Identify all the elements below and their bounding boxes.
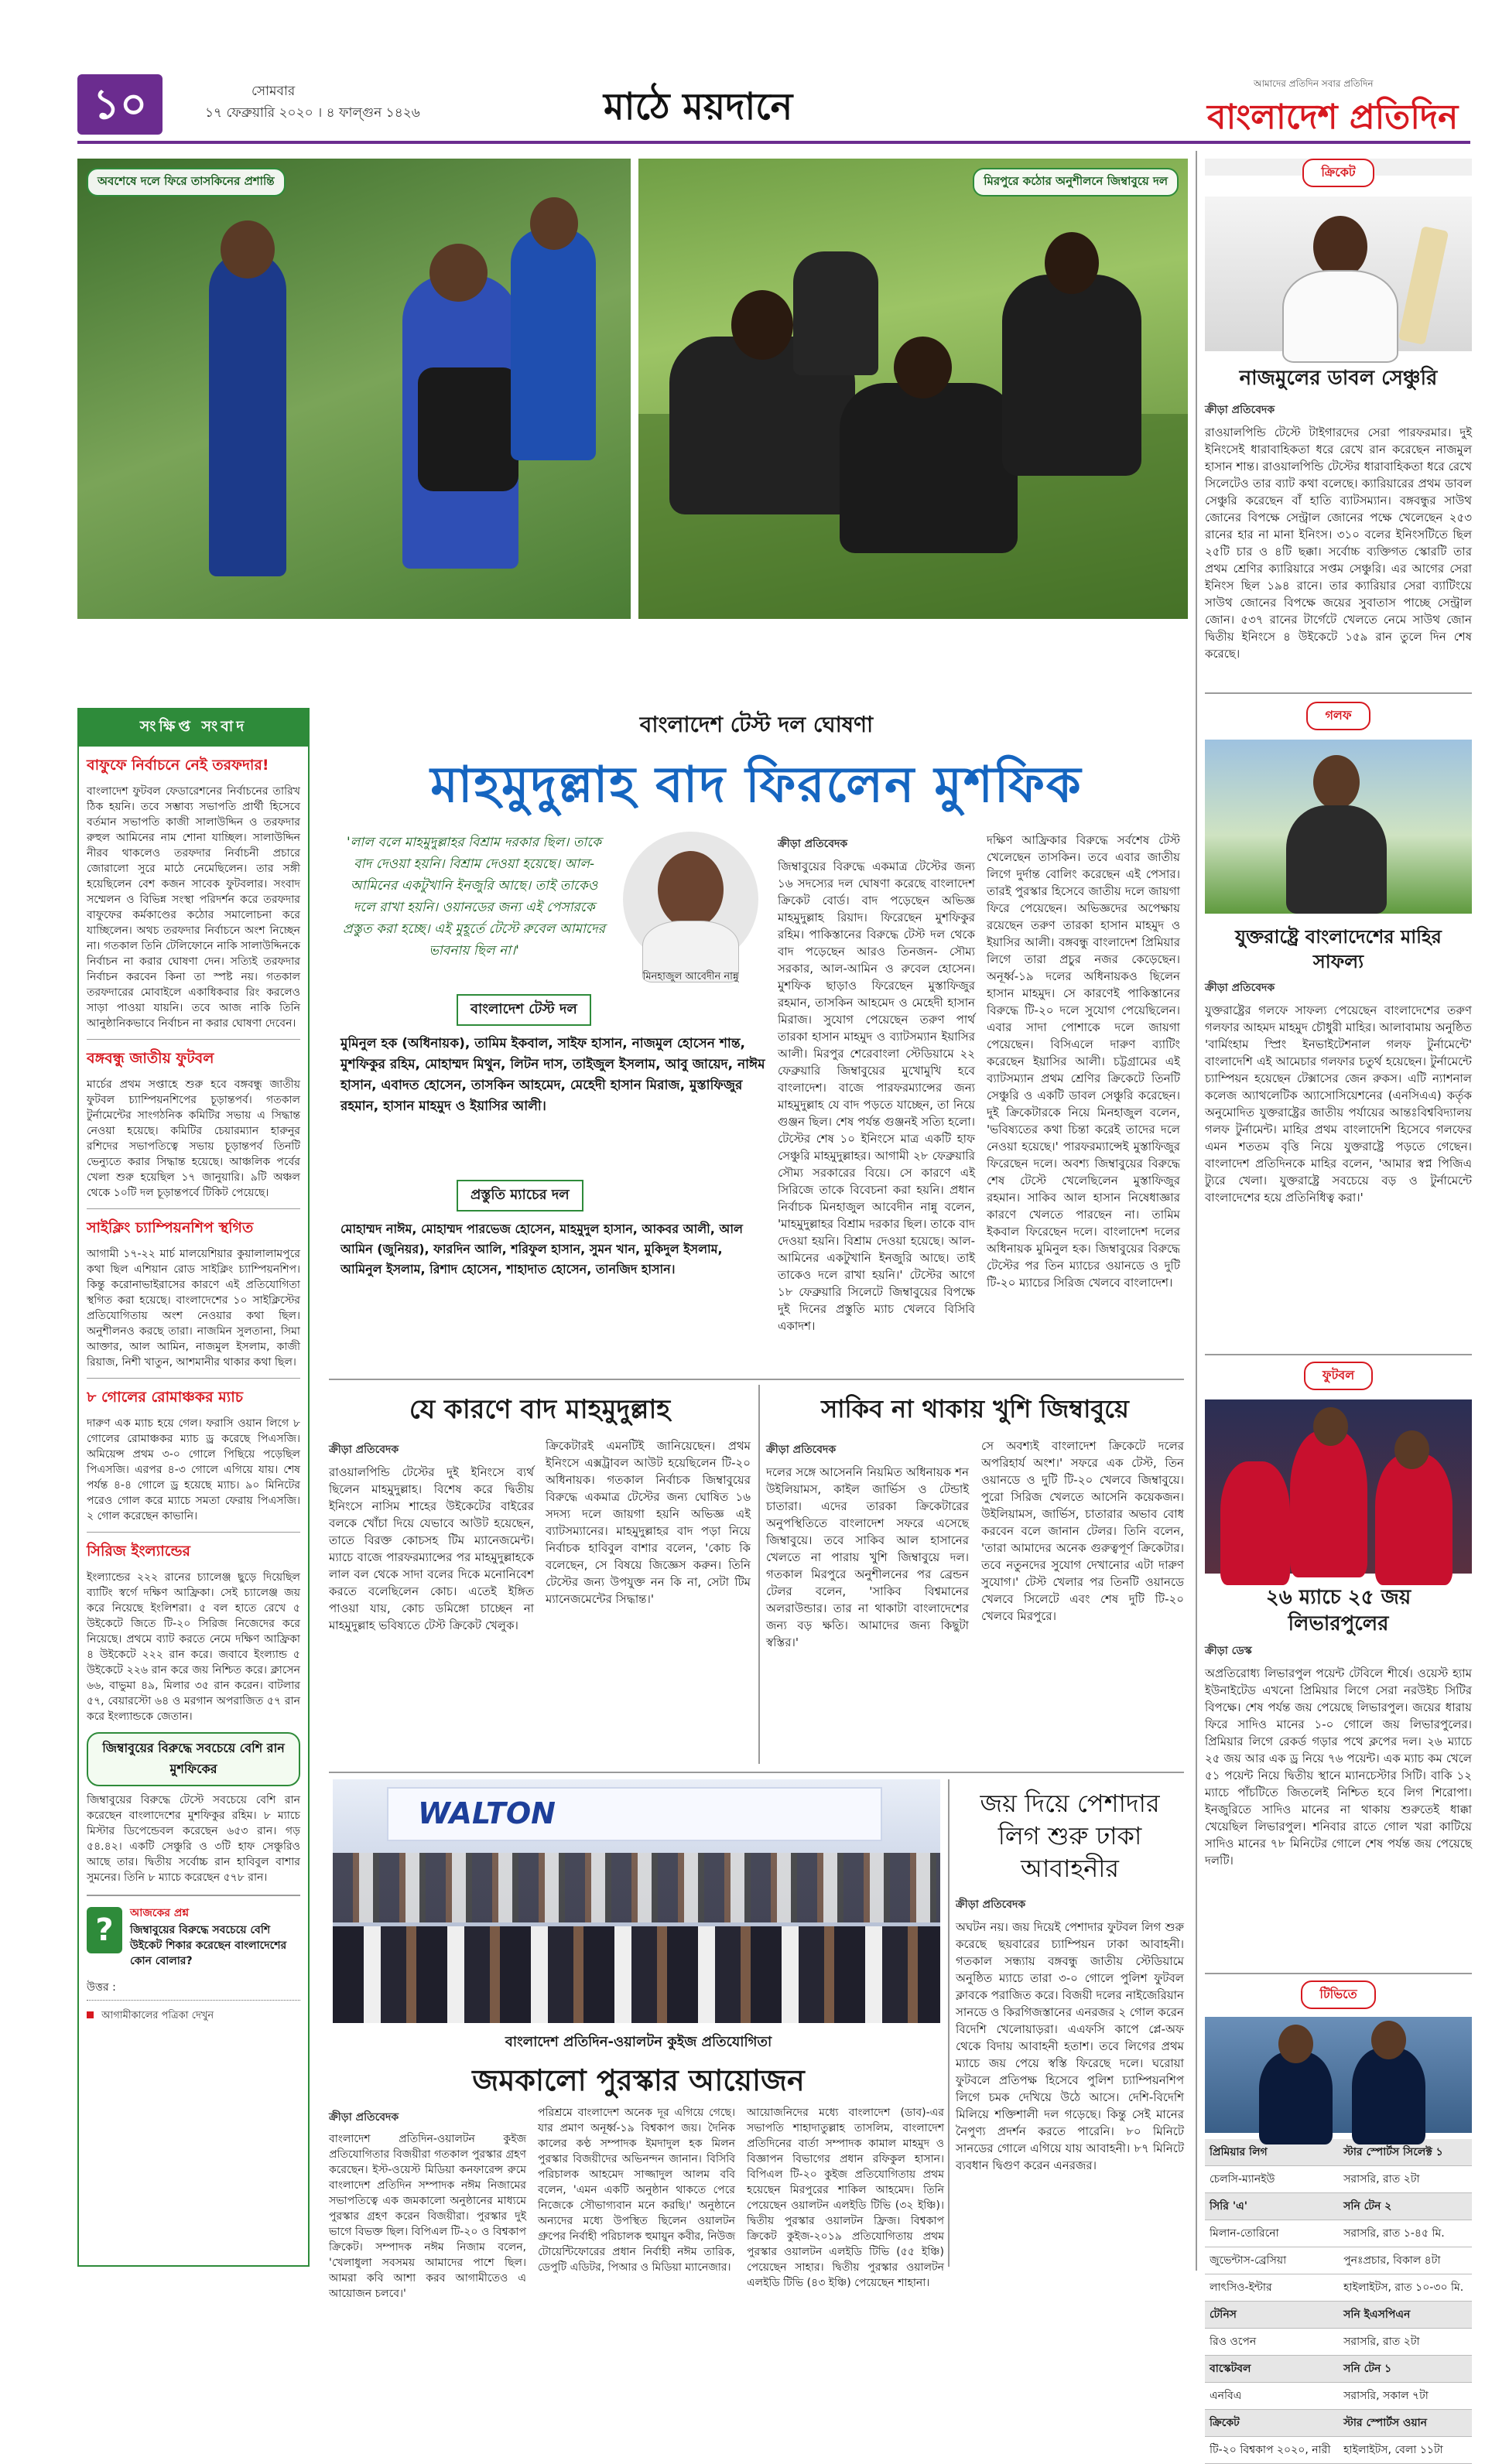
tv-row — [1205, 2356, 1472, 2383]
banner-text: WALTON — [418, 1796, 556, 1830]
award-headline: জমকালো পুরস্কার আয়োজন — [472, 2063, 805, 2097]
award-story — [329, 2031, 948, 2300]
masthead-tagline: আমাদের প্রতিদিন সবার প্রতিদিন — [1254, 78, 1374, 89]
short-news-headline: বঙ্গবন্ধু জাতীয় ফুটবল — [87, 1050, 214, 1067]
short-news-list — [87, 754, 300, 1724]
question-icon: ? — [87, 1907, 122, 1953]
golfer-figure — [1286, 805, 1387, 914]
tv-row — [1205, 2437, 1472, 2464]
sidebar-cricket — [1205, 159, 1472, 662]
sidebar — [1196, 151, 1472, 2456]
masthead-logo: বাংলাদেশ প্রতিদিন — [1207, 97, 1459, 137]
tv-event: টি-২০ বিশ্বকাপ ২০২০, নারী — [1205, 2437, 1339, 2464]
player-figure — [1290, 1430, 1367, 1577]
practice-squad-list: মোহাম্মদ নাঈম, মোহাম্মদ পারভেজ হোসেন, মাহমুদুল হাসান, আকবর আলী, আল আমিন (জুনিয়র), ফারদিন আলি, শরিফুল হাসান, সুমন খান, মুকিদুল ইসলাম, আমিনুল ইসলাম, রিশাদ হোসেন, শাহাদাত হোসেন, তানজিদ হাসান। — [340, 1222, 743, 1276]
abahani-headline: জয় দিয়ে পেশাদার লিগ শুরু ঢাকা আবাহনীর — [980, 1789, 1160, 1883]
tv-row — [1205, 2329, 1472, 2356]
tv-row — [1205, 2220, 1472, 2247]
sidebar-tag-football: ফুটবল — [1304, 1362, 1373, 1390]
short-news-headline: সিরিজ ইংল্যান্ডের — [87, 1543, 190, 1560]
header-rule — [77, 141, 1470, 144]
football-byline: ক্রীড়া ডেস্ক — [1205, 1645, 1252, 1657]
short-news-item — [87, 1386, 300, 1533]
portrait-frame — [623, 832, 758, 967]
tv-channel-time: সরাসরি, রাত ২টা — [1339, 2166, 1472, 2193]
tv-row — [1205, 2274, 1472, 2302]
divider — [87, 1378, 300, 1379]
stat-box-body: জিম্বাবুয়ের বিরুদ্ধে টেস্টে সবচেয়ে বেশি রান করেছেন বাংলাদেশের মুশফিকুর রহিম। ৮ ম্যাচে মিস্টার ডিপেন্ডেবল করেছেন ৬৫৩ রান। গড় ৫৪.৪২। একটি সেঞ্চুরি ও ৩টি হাফ সেঞ্চুরিও আছে তার। দ্বিতীয় সর্বোচ্চ রান হাবিবুল বাশার সুমনের। তিনি ৮ ম্যাচে করেছেন ৫৭৮ রান। — [87, 1794, 300, 1884]
lead-body-text-2: দক্ষিণ আফ্রিকার বিরুদ্ধে সর্বশেষ টেস্ট খেলেছেন তাসকিন। তবে এবার জাতীয় লিগে দুর্দান্ত বোলিং করেছেন এই পেসার। তারই পুরস্কার হিসেবে জাতীয় দলে জায়গা ফিরে পেয়েছেন। অভিজ্ঞদের অপেক্ষায় রয়েছেন তরুণ তারকা হাসান মাহমুদ ও ইয়াসির আলী। বঙ্গবন্ধু বাংলাদেশ প্রিমিয়ার লিগে তারা প্রচুর নজর কেড়েছেন। অনূর্ধ্ব-১৯ দলের অধিনায়কও ছিলেন হাসান মাহমুদ। সে কারণেই পাকিস্তানের বিরুদ্ধে টি-২০ দলে সুযোগ পেয়েছিলেন। এবার সাদা পোশাকে দলে জায়গা পেয়েছেন। বিসিএলে দারুণ ব্যাটিং করেছেন ইয়াসির আলী। চট্টগ্রামের এই ব্যাটসম্যান প্রথম শ্রেণির ক্রিকেটে তিনটি সেঞ্চুরি ও একটি ডাবল সেঞ্চুরি করেছেন। দুই ক্রিকেটারকে নিয়ে মিনহাজুল বলেন, 'ভবিষ্যতের কথা চিন্তা করেই তাদের দলে নেওয়া হয়েছে।' পারফরম্যান্সেই মুস্তাফিজুর ফিরেছেন দলে। অবশ্য জিম্বাবুয়ের বিরুদ্ধে শেষ টেস্টে খেলেছিলেন মুস্তাফিজুর রহমান। সাকিব আল হাসান নিষেধাজ্ঞার কারণে খেলতে পারছেন না। তামিম ইকবাল ফিরেছেন দলে। বাংলাদেশ দলের অধিনায়ক মুমিনুল হক। জিম্বাবুয়ের বিরুদ্ধে টেস্টের পর তিন ম্যাচের ওয়ানডে ও দুটি টি-২০ ম্যাচের সিরিজ খেলবে বাংলাদেশ। — [987, 833, 1180, 1290]
player-figure — [1282, 270, 1398, 363]
short-news-body: দারুণ এক ম্যাচ হয়ে গেল। ফরাসি ওয়ান লিগে ৮ গোলের রোমাঞ্চকর ম্যাচ ড্র করেছে পিএসজি। অমিয়েন্স প্রথম ৩-০ গোলে পিছিয়ে পড়েছিল পিএসজি। এরপর ৪-৩ গোলে এগিয়ে যায়। শেষ পর্যন্ত ৪-৪ গোলে ড্র হয়েছে ম্যাচ। ৯০ মিনিটের পরেও গোল করে ম্যাচে সমতা ফেরায় পিএসজি। ২ গোল করেছেন কাভানি। — [87, 1417, 300, 1522]
award-body-2: পরিশ্রমে বাংলাদেশ অনেক দূর এগিয়ে গেছে। যার প্রমাণ অনূর্ধ্ব-১৯ বিশ্বকাপ জয়। দৈনিক কালের কণ্ঠ সম্পাদক ইমদাদুল হক মিলন পুরস্কার বিজয়ীদের অভিনন্দন জানান। বিসিবি পরিচালক আহমেদ সাজ্জাদুল আলম ববি বলেন, 'এমন একটি অনুষ্ঠান থাকতে পেরে নিজেকে সৌভাগ্যবান মনে করছি।' অনুষ্ঠানে অন্যদের মধ্যে উপস্থিত ছিলেন ওয়ালটন গ্রুপের নির্বাহী পরিচালক হুমায়ুন কবীর, নিউজ টোয়েন্টিফোরের প্রধান নির্বাহী নঈম তারিক, ডেপুটি এডিটর, পিআর ও মিডিয়া ম্যানেজার। — [538, 2107, 735, 2274]
cricket-photo — [1205, 197, 1472, 351]
crowd-back-row — [333, 1853, 940, 1922]
mahmudullah-headline: যে কারণে বাদ মাহমুদুল্লাহ — [409, 1394, 671, 1425]
award-byline: ক্রীড়া প্রতিবেদক — [329, 2111, 399, 2124]
quiz-box — [87, 1895, 300, 2025]
golf-byline: ক্রীড়া প্রতিবেদক — [1205, 982, 1275, 994]
tv-event: টেনিস — [1205, 2302, 1339, 2329]
tv-event: রিও ওপেন — [1205, 2329, 1339, 2356]
photo-taskin — [77, 159, 631, 619]
story-zimbabwe — [766, 1385, 1184, 1772]
zimbabwe-headline: সাকিব না থাকায় খুশি জিম্বাবুয়ে — [821, 1394, 1129, 1423]
short-news-item — [87, 1047, 300, 1209]
photo-caption-right: মিরপুরে কঠোর অনুশীলনে জিম্বাবুয়ে দল — [973, 168, 1179, 197]
player-figure — [1259, 2052, 1333, 2144]
short-news-body: বাংলাদেশ ফুটবল ফেডারেশনের নির্বাচনের তারিখ ঠিক হয়নি। তবে সম্ভাব্য সভাপতি প্রার্থী হিসেবে বর্তমান সভাপতি কাজী সালাউদ্দিন ও তরফদার রুহুল আমিনের নাম শোনা যাচ্ছিল। সালাউদ্দিন নীরব থাকলেও তরফদার নির্বাচনী প্রচারে জোরালো সুরে মাঠে নেমেছিলেন। তার সঙ্গী হয়েছিলেন বেশ কজন সাবেক ফুটবলার। সংবাদ সম্মেলন ও বিভিন্ন সংস্থা পরিদর্শন করে তরফদার বাফুফের কর্মকাণ্ডের কঠোর সমালোচনা করে যাচ্ছিলেন। অথচ তরফদার নির্বাচনে অংশ নিচ্ছেন না। গতকাল তিনি টেলিফোনে নাকি সালাউদ্দিনকে নির্বাচন না করার ঘোষণা দেন। সত্যিই তরফদার নির্বাচন করবেন কিনা তা স্পষ্ট নয়। গতকাল তরফদারের মোবাইলে একাধিকবার রিং করলেও সাড়া পাওয়া যায়নি। তবে আজ নাকি তিনি আনুষ্ঠানিকভাবে নির্বাচন না করার ঘোষণা দেবেন। — [87, 785, 300, 1030]
quiz-footnote-text: আগামীকালের পত্রিকা দেখুন — [101, 2010, 214, 2021]
tv-channel-time: হাইলাইটস, রাত ১০-৩০ মি. — [1339, 2274, 1472, 2302]
tv-event: এনবিএ — [1205, 2383, 1339, 2410]
short-news-headline: ৮ গোলের রোমাঞ্চকর ম্যাচ — [87, 1389, 243, 1406]
sidebar-golf — [1205, 702, 1472, 1206]
lead-body-text-1: জিম্বাবুয়ের বিরুদ্ধে একমাত্র টেস্টের জন্য ১৬ সদস্যের দল ঘোষণা করেছে বাংলাদেশ ক্রিকেট বোর্ড। বাদ পড়েছেন অভিজ্ঞ মাহমুদুল্লাহ রিয়াদ। ফিরেছেন মুশফিকুর রহিম। পাকিস্তানের বিরুদ্ধে টেস্ট দল থেকে বাদ পড়েছেন আরও তিনজন- সৌম্য সরকার, আল-আমিন ও রুবেল হোসেন। মুশফিক ছাড়াও ফিরেছেন মুস্তাফিজুর রহমান, তাসকিন আহমেদ ও মেহেদী হাসান মিরাজ। সুযোগ পেয়েছেন তরুণ পার্থ তারকা হাসান মাহমুদ ও ব্যাটসম্যান ইয়াসির আলী। মিরপুর শেরেবাংলা স্টেডিয়ামে ২২ ফেব্রুয়ারি জিম্বাবুয়ের মুখোমুখি হবে বাংলাদেশ। বাজে পারফরম্যান্সের জন্য মাহমুদুল্লাহ যে বাদ পড়তে যাচ্ছেন, তা নিয়ে গুঞ্জন ছিল। শেষ পর্যন্ত গুঞ্জনই সত্যি হলো। টেস্টের শেষ ১০ ইনিংসে মাত্র একটি হাফ সেঞ্চুরি মাহমুদুল্লাহর। আগামী ২৮ ফেব্রুয়ারি সৌম্য সরকারের বিয়ে। সে কারণে এই সিরিজে তাকে বিবেচনা করা হয়নি। প্রধান নির্বাচক মিনহাজুল আবেদীন নান্নু বলেন, 'মাহমুদুল্লাহর বিশ্রাম দরকার ছিল। তাকে বাদ দেওয়া হয়নি। বিশ্রাম দেওয়া হয়েছে। আল-আমিনের একটুখানি ইনজুরি আছে। তাই তাকেও দলে রাখা হয়নি।' টেস্টের আগে ১৮ ফেব্রুয়ারি সিলেটে জিম্বাবুয়ের বিপক্ষে দুই দিনের প্রস্তুতি ম্যাচ খেলবে বিসিবি একাদশ। — [778, 859, 975, 1333]
tv-event: বাস্কেটবল — [1205, 2356, 1339, 2383]
practice-squad-title: প্রস্তুতি ম্যাচের দল — [457, 1180, 583, 1211]
sidebar-tag-golf: গলফ — [1306, 702, 1370, 730]
sidebar-tag-cricket: ক্রিকেট — [1302, 159, 1374, 187]
tv-row — [1205, 2166, 1472, 2193]
photo-caption-left: অবশেষে দলে ফিরে তাসকিনের প্রশান্তি — [87, 168, 286, 197]
lead-kicker: বাংলাদেশ টেস্ট দল ঘোষণা — [639, 712, 874, 737]
golf-headline: যুক্তরাষ্ট্রে বাংলাদেশের মাহির সাফল্য — [1235, 926, 1442, 972]
player-figure — [1352, 2048, 1425, 2144]
test-squad-list: মুমিনুল হক (অধিনায়ক), তামিম ইকবাল, সাইফ হাসান, নাজমুল হোসেন শান্ত, মুশফিকুর রহিম, মোহাম্মদ মিথুন, লিটন দাস, তাইজুল ইসলাম, আবু জায়েদ, নাঈম হাসান, এবাদত হোসেন, তাসকিন আহমেদ, মেহেদী হাসান মিরাজ, মুস্তাফিজুর রহমান, হাসান মাহমুদ ও ইয়াসির আলী। — [340, 1036, 765, 1114]
cricket-headline: নাজমুলের ডাবল সেঞ্চুরি — [1239, 367, 1438, 390]
divider — [87, 1532, 300, 1533]
divider — [87, 1208, 300, 1209]
short-news-title: সংক্ষিপ্ত সংবাদ — [79, 709, 308, 747]
tv-schedule-table — [1205, 2139, 1472, 2464]
tv-channel-time: হাইলাইটস, বেলা ১১টা — [1339, 2437, 1472, 2464]
golf-photo — [1205, 740, 1472, 914]
award-body-1: বাংলাদেশ প্রতিদিন-ওয়ালটন কুইজ প্রতিযোগিতার বিজয়ীরা গতকাল পুরস্কার গ্রহণ করেছেন। ইস্ট-ওয়েস্ট মিডিয়া কনফারেন্স রুমে বাংলাদেশ প্রতিদিন সম্পাদক নঈম নিজামের সভাপতিত্বে এক জমকালো অনুষ্ঠানের মাধ্যমে পুরস্কার গ্রহণ করেন বিজয়ীরা। পুরস্কার দুই ভাগে বিভক্ত ছিল। বিপিএল টি-২০ ও বিশ্বকাপ ক্রিকেট। সম্পাদক নঈম নিজাম বলেন, 'খেলাধুলা সবসময় আমাদের পাশে ছিল। আমরা কবি আশা করব আগামীতেও এ আয়োজন চলবে।' — [329, 2133, 526, 2300]
mahmudullah-body-2: ক্রিকেটারই এমনটিই জানিয়েছেন। প্রথম ইনিংসে এক্সট্রাবল আউট হয়েছিলেন টি-২০ অধিনায়ক। গতকাল নির্বাচক জিম্বাবুয়ের বিরুদ্ধে একমাত্র টেস্টের জন্য ঘোষিত ১৬ সদস্য দলে জায়গা হয়নি অভিজ্ঞ এই ব্যাটসম্যানের। মাহমুদুল্লাহর বাদ পড়া নিয়ে নির্বাচক হাবিবুল বাশার বলেন, 'কোচ কি বলেছেন, সে বিষয়ে জিজ্ঞেস করুন। তিনি টেস্টের জন্য উপযুক্ত নন কি না, সেটা টিম ম্যানেজমেন্টের সিদ্ধান্ত।' — [546, 1439, 751, 1606]
tv-channel-time: স্টার স্পোর্টস সিলেক্ট ১ — [1339, 2139, 1472, 2166]
lead-body-col1 — [778, 832, 975, 1369]
player-figure — [1220, 1461, 1290, 1585]
issue-date: ১৭ ফেব্রুয়ারি ২০২০ । ৪ ফাল্গুন ১৪২৬ — [205, 105, 420, 121]
golf-body: যুক্তরাষ্ট্রের গলফে সাফল্য পেয়েছেন বাংলাদেশের তরুণ গলফার আহমদ মাহমুদ চৌধুরী মাহির। আলাবামায় অনুষ্ঠিত 'বার্মিংহাম স্প্রিং ইনভাইটেশনাল গলফ টুর্নামেন্টে' বাংলাদেশি এই আমেচার গলফার চতুর্থ হয়েছেন। টুর্নামেন্টে চ্যাম্পিয়ন হয়েছেন টেক্সাসের জেন রুকস। এটি ন্যাশনাল কলেজ অ্যাথলেটিক অ্যাসোসিয়েশনের (এনসিএএ) কর্তৃক অনুমোদিত যুক্তরাষ্ট্রের জাতীয় পর্যায়ের আন্তঃবিশ্ববিদ্যালয় গলফ টুর্নামেন্ট। মাহির প্রথম বাংলাদেশি হিসেবে গলফের এমন শততম বৃত্তি নিয়ে যুক্তরাষ্ট্রে পড়তে গেছেন। বাংলাদেশ প্রতিদিনকে মাহির বলেন, 'আমার স্বপ্ন পিজিএ ট্যুরে খেলা। যুক্তরাষ্ট্রে সবচেয়ে বড় ও টুর্নামেন্টে বাংলাদেশের হয়ে প্রতিনিধিত্ব করা।' — [1205, 1003, 1472, 1205]
mahmudullah-body-1: রাওয়ালপিন্ডি টেস্টের দুই ইনিংসে ব্যর্থ ছিলেন মাহমুদুল্লাহ। বিশেষ করে দ্বিতীয় ইনিংসে নাসিম শাহের উইকেটের বাইরের বলকে খোঁচা দিয়ে যেভাবে আউট হয়েছেন, তাতে বিরক্ত কোচসহ টিম ম্যানেজমেন্ট। ম্যাচে বাজে পারফরম্যান্সের পর মাহমুদুল্লাহকে লাল বল থেকে সাদা বলের দিকে মনোনিবেশ করতে বলেছিলেন কোচ। এতেই ইঙ্গিত পাওয়া যায়, কোচ ডমিঙ্গো চাচ্ছেন না মাহমুদুল্লাহ ভবিষ্যতে টেস্ট ক্রিকেট খেলুক। — [329, 1465, 534, 1632]
lead-quote: 'লাল বলে মাহমুদুল্লাহর বিশ্রাম দরকার ছিল। তাকে বাদ দেওয়া হয়নি। বিশ্রাম দেওয়া হয়েছে। আল-আমিনের একটুখানি ইনজুরি আছে। তাই তাকেও দলে রাখা হয়নি। ওয়ানডের জন্য এই পেসারকে প্রস্তুত করা হচ্ছে। এই মুহূর্তে টেস্টে রুবেল আমাদের ভাবনায় ছিল না।' — [342, 835, 606, 959]
tv-channel-time: সনি টেন ১ — [1339, 2356, 1472, 2383]
stat-box-title: জিম্বাবুয়ের বিরুদ্ধে সবচেয়ে বেশি রান মুশফিকের — [87, 1732, 300, 1786]
football-body: অপ্রতিরোধ্য লিভারপুল পয়েন্ট টেবিলে শীর্ষে। ওয়েস্ট হ্যাম ইউনাইটেড এখনো প্রিমিয়ার লিগে সেরা নরউইচ সিটির বিপক্ষে। শেষ পর্যন্ত জয় পেয়েছে লিভারপুল। জয়ের ধারায় ফিরে সাদিও মানের ১-০ গোলে জয় লিভারপুলের। প্রিমিয়ার লিগে রেকর্ড গড়ার পথে ক্লপের দল। ২৬ ম্যাচে ২৫ জয় আর এক ড্র নিয়ে ৭৬ পয়েন্ট। এক ম্যাচ কম খেলে ৫১ পয়েন্ট নিয়ে দ্বিতীয় স্থানে ম্যানচেস্টার সিটি। বাকি ১২ ম্যাচে পাঁচটিতে জিতলেই নিশ্চিত হবে লিগ শিরোপা। ইনজুরিতে সাদিও মানের না থাকায় শুরুতেই ধাক্কা খেয়েছিল লিভারপুল। শনিবার রাতে গোল খরা কাটিয়ে সাদিও মানের ৭৮ মিনিটের গোলে শেষ পর্যন্ত জয় পেয়েছে দলটি। — [1205, 1666, 1472, 1868]
divider — [87, 1039, 300, 1040]
football-headline: ২৬ ম্যাচে ২৫ জয় লিভারপুলের — [1265, 1586, 1411, 1635]
short-news-headline: বাফুফে নির্বাচনে নেই তরফদার! — [87, 757, 269, 774]
player-figure — [840, 383, 1018, 553]
sidebar-tv — [1205, 1980, 1472, 2464]
tv-channel-time: পুনঃপ্রচার, বিকাল ৪টা — [1339, 2247, 1472, 2274]
short-news-body: আগামী ১৭-২২ মার্চ মালয়েশিয়ার কুয়ালালামপুরে কথা ছিল এশিয়ান রোড সাইক্লিং চ্যাম্পিয়নশিপ। কিন্তু করোনাভাইরাসের কারণে এই প্রতিযোগিতা স্থগিত করা হয়েছে। বাংলাদেশের ১০ সাইক্লিস্টের প্রতিযোগিতায় অংশ নেওয়ার কথা ছিল। অনুশীলনও করছে তারা। নাজমিন সুলতানা, সিমা আক্তার, আল আমিন, নাজমুল ইসলাম, কাজী রিয়াজ, নিশী খাতুন, আশমানীর থাকার কথা ছিল। — [87, 1248, 300, 1369]
cricket-body: রাওয়ালপিন্ডি টেস্টে টাইগারদের সেরা পারফরমার। দুই ইনিংসেই ধারাবাহিকতা ধরে রেখে রান করেছেন নাজমুল হাসান শান্ত। রাওয়ালপিন্ডি টেস্টের ধারাবাহিকতা ধরে রেখে সিলেটেও তার ব্যাট কথা বলেছে। ক্যারিয়ারের প্রথম ডাবল সেঞ্চুরি করেছেন বাঁ হাতি ব্যাটসম্যান। বঙ্গবন্ধুর সাউথ জোনের বিপক্ষে সেন্ট্রাল জোনের পক্ষে খেলেছেন ২৫৩ রানের হার না মানা ইনিংস। ৩১০ বলের ইনিংসটিতে ছিল ২৫টি চার ও ৪টি ছক্কা। সর্বোচ্চ ব্যক্তিগত স্কোরটি তার প্রথম শ্রেণির ক্যারিয়ারে সপ্তম সেঞ্চুরি। এর আগের সেরা ইনিংস ছিল ১৯৪ রানে। তার ক্যারিয়ার সেরা ব্যাটিংয়ে সাউথ জোনের বিপক্ষে জয়ের সুবাতাস পাচ্ছে সেন্ট্রাল জোন। ৫৩৭ রানের টার্গেটে খেলতে নেমে সাউথ জোন দ্বিতীয় ইনিংসে ৪ উইকেটে ১৫৯ রান তুলে দিন শেষ করেছে। — [1205, 425, 1472, 661]
test-squad-box — [340, 994, 766, 1117]
cricket-byline: ক্রীড়া প্রতিবেদক — [1205, 404, 1275, 416]
tv-event: ক্রিকেট — [1205, 2410, 1339, 2437]
player-figure — [209, 251, 286, 576]
quiz-footnote — [87, 2008, 300, 2025]
tv-event: সিরি 'এ' — [1205, 2193, 1339, 2220]
quiz-answer-label: উত্তর : — [87, 1981, 116, 1994]
zimbabwe-body-2: সে অবশ্যই বাংলাদেশ ক্রিকেটে দলের অপরিহার্য অংশ।' সফরে এক টেস্ট, তিন ওয়ানডে ও দুটি টি-২০ খেলবে জিম্বাবুয়ে। পুরো সিরিজ খেলতে আসেনি কয়েকজন। উইলিয়ামস, জার্ভিস, চাতারার অভাব বোধ করবেন বলে জানান টেলর। তিনি বলেন, 'তারা আমাদের অনেক গুরুত্বপূর্ণ ক্রিকেটার। তবে নতুনদের সুযোগ দেখানোর এটা দারুণ সুযোগ।' টেস্ট খেলার পর তিনটি ওয়ানডে খেলবে সিলেটে এবং শেষ দুটি টি-২০ খেলবে মিরপুরে। — [981, 1439, 1184, 1623]
zimbabwe-byline: ক্রীড়া প্রতিবেদক — [766, 1444, 837, 1456]
tv-row — [1205, 2383, 1472, 2410]
tv-event: মিলান-তোরিনো — [1205, 2220, 1339, 2247]
short-news-item — [87, 754, 300, 1040]
sidebar-football — [1205, 1362, 1472, 1869]
tv-channel-time: সনি ইএসপিএন — [1339, 2302, 1472, 2329]
quiz-question-title: আজকের প্রশ্ন — [130, 1907, 190, 1919]
quiz-answer-line — [87, 1978, 300, 2001]
tv-channel-time: সরাসরি, রাত ১-৪৫ মি. — [1339, 2220, 1472, 2247]
tv-row — [1205, 2410, 1472, 2437]
tv-event: চেলসি-ম্যানইউ — [1205, 2166, 1339, 2193]
lead-byline: ক্রীড়া প্রতিবেদক — [778, 838, 848, 850]
tv-channel-time: সরাসরি, রাত ২টা — [1339, 2329, 1472, 2356]
tv-row — [1205, 2193, 1472, 2220]
short-news-body: মার্চের প্রথম সপ্তাহে শুরু হবে বঙ্গবন্ধু জাতীয় ফুটবল চ্যাম্পিয়নশিপের চূড়ান্তপর্ব। গতকাল টুর্নামেন্টের সাংগঠনিক কমিটির সভায় এ সিদ্ধান্ত নেওয়া হয়েছে। কমিটির চেয়ারম্যান হারুনুর রশিদের সভাপতিত্বে সভায় চূড়ান্তপর্ব তিনটি ভেন্যুতে করার সিদ্ধান্ত হয়েছে। আঞ্চলিক পর্বের খেলা শুরু হয়েছিল ১৭ জানুয়ারি। ৯টি অঞ্চল থেকে ১০টি দল চূড়ান্তপর্বে টিকিট পেয়েছে। — [87, 1078, 300, 1199]
section-title: মাঠে ময়দানে — [604, 85, 793, 128]
short-news-item — [87, 1540, 300, 1724]
short-news-body: ইংল্যান্ডের ২২২ রানের চ্যালেঞ্জ ছুড়ে দিয়েছিল ব্যাটিং স্বর্গে দক্ষিণ আফ্রিকা। সেই চ্যালেঞ্জ জয় করে নিয়েছে ইংলিশরা। ৫ বল হাতে রেখে ৫ উইকেটে জিতে টি-২০ সিরিজ নিজেদের করে নিয়েছে। প্রথমে ব্যাট করতে নেমে দক্ষিণ আফ্রিকা ৪ উইকেটে ২২২ রান করে। জবাবে ইংল্যান্ড ৫ উইকেটে ২২৬ রান করে জয় নিশ্চিত করে। ক্লাসেন ৬৬, বাভুমা ৪৯, মিলার ৩৫ রান করেন। বাটলার ৫৭, বেয়ারস্টো ৬৪ ও মরগান অপরাজিত ৫৭ রান করে ইংল্যান্ডকে জেতান। — [87, 1571, 300, 1723]
player-figure — [793, 251, 878, 375]
abahani-byline: ক্রীড়া প্রতিবেদক — [956, 1898, 1026, 1911]
lead-story — [329, 700, 1184, 1373]
zimbabwe-body-1: দলের সঙ্গে আসেননি নিয়মিত অধিনায়ক শন উইলিয়ামস, কাইল জার্ভিস ও টেন্ডাই চাতারা। এদের তারকা ক্রিকেটারের অনুপস্থিতিতে বাংলাদেশ সফরে এসেছে জিম্বাবুয়ে। তবে সাকিব আল হাসানের খেলতে না পারায় খুশি জিম্বাবুয়ে দল। গতকাল মিরপুরে অনুশীলনের পর ব্রেন্ডন টেলর বলেন, 'সাকিব বিশ্বমানের অলরাউন্ডার। তার না থাকাটা বাংলাদেশের জন্য বড় ক্ষতি। আমাদের জন্য কিছুটা স্বস্তির।' — [766, 1465, 969, 1649]
player-figure — [1002, 275, 1141, 476]
bat — [1398, 226, 1449, 345]
page-number: ১০ — [92, 80, 148, 128]
crowd-front-row — [333, 1926, 940, 2023]
lead-body-col2 — [987, 832, 1180, 1369]
tv-event: জুভেন্টাস-ব্রেসিয়া — [1205, 2247, 1339, 2274]
practice-squad-box — [340, 1180, 766, 1280]
issue-day: সোমবার — [252, 84, 296, 99]
story-dhaka-abahani — [956, 1779, 1184, 2267]
player-figure — [1375, 1454, 1453, 1585]
tv-photo — [1205, 2017, 1472, 2133]
backpack — [418, 367, 518, 491]
award-photo — [333, 1779, 940, 2023]
tv-row — [1205, 2302, 1472, 2329]
tv-event: প্রিমিয়ার লিগ — [1205, 2139, 1339, 2166]
player-figure — [511, 228, 596, 460]
test-squad-title: বাংলাদেশ টেস্ট দল — [457, 994, 591, 1026]
tv-row — [1205, 2139, 1472, 2166]
football-photo — [1205, 1399, 1472, 1574]
photo-zimbabwe-practice — [638, 159, 1188, 619]
tv-channel-time: স্টার স্পোর্টস ওয়ান — [1339, 2410, 1472, 2437]
tv-event: লাৎসিও-ইন্টার — [1205, 2274, 1339, 2302]
lead-headline: মাহমুদুল্লাহ বাদ ফিরলেন মুশফিক — [430, 757, 1083, 814]
award-body-3: আয়োজনিদের মধ্যে বাংলাদেশ (ডাব)-এর সভাপতি শাহাদাতুল্লাহ তাসলিম, বাংলাদেশ প্রতিদিনের বার্তা সম্পাদক কামাল মাহমুদ ও বিজ্ঞাপন বিভাগের প্রধান রফিকুল হাসান। বিপিএল টি-২০ কুইজ প্রতিযোগিতায় প্রথম হয়েছেন মিরপুরের শাকিল আহমেদ। তিনি পেয়েছেন ওয়ালটন এলইডি টিভি (৩২ ইঞ্চি)। দ্বিতীয় পুরস্কার ওয়ালটন ফ্রিজ। বিশ্বকাপ ক্রিকেট কুইজ-২০১৯ প্রতিযোগিতায় প্রথম পুরস্কার ওয়ালটন এলইডি টিভি (৫৫ ইঞ্চি) পেয়েছেন সাহার। দ্বিতীয় পুরস্কার ওয়ালটন এলইডি টিভি (৪৩ ইঞ্চি) পেয়েছেন শাহানা। — [747, 2107, 944, 2289]
square-bullet-icon — [87, 2011, 94, 2018]
tv-row — [1205, 2247, 1472, 2274]
story-mahmudullah — [329, 1385, 751, 1772]
tv-channel-time: সরাসরি, সকাল ৭টা — [1339, 2383, 1472, 2410]
stat-box — [87, 1732, 300, 1885]
mahmudullah-byline: ক্রীড়া প্রতিবেদক — [329, 1444, 399, 1456]
page-header — [0, 0, 1509, 147]
award-kicker: বাংলাদেশ প্রতিদিন-ওয়ালটন কুইজ প্রতিযোগিতা — [505, 2034, 772, 2050]
sidebar-tag-tv: টিভিতে — [1301, 1980, 1375, 2009]
short-news-headline: সাইক্লিং চ্যাম্পিয়নশিপ স্থগিত — [87, 1219, 254, 1236]
abahani-body: অঘটন নয়। জয় দিয়েই পেশাদার ফুটবল লিগ শুরু করেছে ছয়বারের চ্যাম্পিয়ন ঢাকা আবাহনী। গতকাল সন্ধ্যায় বঙ্গবন্ধু জাতীয় স্টেডিয়ামে অনুষ্ঠিত ম্যাচে তারা ৩-০ গোলে পুলিশ ফুটবল ক্লাবকে পরাজিত করে। বিজয়ী দলের নাইজেরিয়ান সানডে ও কিরগিজস্তানের এনরজর ২ গোল করেন বিদেশি খেলোয়াড়রা। এএফসি কাপে প্লে-অফ থেকে বিদায় আবাহনী হতাশ। তবে লিগের প্রথম ম্যাচে জয় পেয়ে স্বস্তি ফিরেছে দলে। ঘরোয়া ফুটবলে প্রতিপক্ষ হিসেবে পুলিশ চ্যাম্পিয়নশিপ লিগে চমক দেখিয়ে উঠে আসে। দেশি-বিদেশি মিলিয়ে শক্তিশালী দল গড়েছে। কিন্তু সেই মানের নৈপুণ্য প্রদর্শন করতে পারেনি। ৮০ মিনিটে সানডের গোলে এগিয়ে যায় আবাহনী। ৮৭ মিনিটে ব্যবধান দ্বিগুণ করেন এনরজর। — [956, 1920, 1184, 2172]
short-news-column — [77, 708, 310, 2267]
tv-channel-time: সনি টেন ২ — [1339, 2193, 1472, 2220]
portrait-caption: মিনহাজুল আবেদীন নান্নু — [642, 971, 739, 983]
quiz-question: জিম্বাবুয়ের বিরুদ্ধে সবচেয়ে বেশি উইকেট শিকার করেছেন বাংলাদেশের কোন বোলার? — [130, 1924, 287, 1967]
short-news-item — [87, 1217, 300, 1379]
